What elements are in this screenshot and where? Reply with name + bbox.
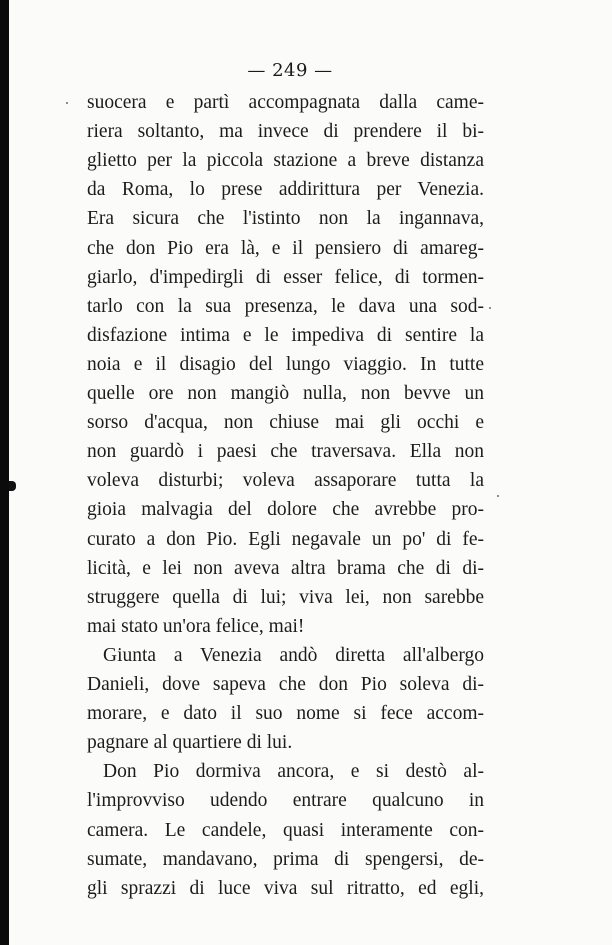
text-line: camera. Le candele, quasi interamente con- — [87, 819, 484, 841]
text-line: voleva disturbi; voleva assaporare tutta la — [87, 470, 484, 492]
print-speck — [66, 102, 68, 104]
text-line: gioia malvagia del dolore che avrebbe pro- — [87, 499, 484, 521]
text-line: disfazione intima e le impediva di sentire la — [87, 324, 484, 346]
text-line: glietto per la piccola stazione a breve distanza — [87, 150, 484, 172]
text-line: struggere quella di lui; viva lei, non sarebbe — [87, 586, 484, 608]
text-line: licità, e lei non aveva altra brama che di di- — [87, 557, 484, 579]
text-line: mai stato un'ora felice, mai! — [87, 615, 305, 637]
text-line: Don Pio dormiva ancora, e si destò al- — [103, 761, 484, 783]
text-line: Era sicura che l'istinto non la ingannava, — [87, 208, 484, 230]
print-speck — [489, 307, 491, 309]
binding-mark — [9, 481, 16, 491]
text-line: suocera e partì accompagnata dalla came- — [87, 92, 484, 113]
page-number: — 249 — — [247, 60, 333, 81]
text-line: noia e il disagio del lungo viaggio. In tutte — [87, 353, 484, 375]
text-line: giarlo, d'impedirgli di esser felice, di tormen- — [87, 266, 484, 288]
text-line: sumate, mandavano, prima di spengersi, de- — [87, 848, 484, 870]
text-line: pagnare al quartiere di lui. — [87, 732, 293, 754]
text-line: Danieli, dove sapeva che don Pio soleva di- — [87, 674, 484, 695]
text-line: l'improvviso udendo entrare qualcuno in — [87, 790, 484, 812]
text-line: Giunta a Venezia andò diretta all'albergo — [103, 644, 484, 666]
text-line: curato a don Pio. Egli negavale un po' di fe- — [87, 528, 484, 550]
print-speck — [497, 495, 499, 497]
text-line: non guardò i paesi che traversava. Ella non — [87, 441, 484, 463]
text-line: sorso d'acqua, non chiuse mai gli occhi e — [87, 412, 484, 434]
text-line: che don Pio era là, e il pensiero di amareg- — [87, 237, 484, 259]
text-line: da Roma, lo prese addirittura per Venezia. — [87, 179, 484, 201]
page-binding-edge — [0, 0, 9, 945]
text-line: morare, e dato il suo nome si fece accom- — [87, 703, 484, 725]
text-line: quelle ore non mangiò nulla, non bevve un — [87, 383, 484, 404]
text-line: riera soltanto, ma invece di prendere il bi- — [87, 121, 484, 143]
text-line: gli sprazzi di luce viva sul ritratto, ed egli, — [87, 877, 484, 899]
text-line: tarlo con la sua presenza, le dava una sod- — [87, 295, 484, 317]
